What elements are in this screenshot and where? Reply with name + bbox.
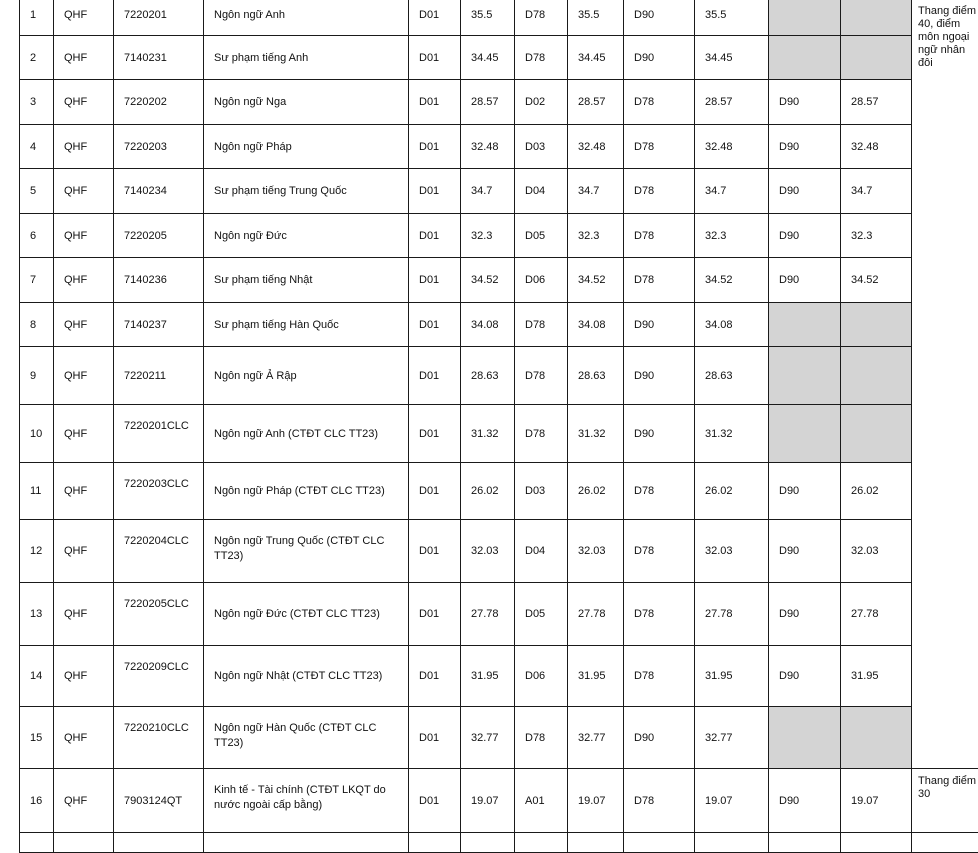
score-2-cell: 32.03	[568, 520, 624, 583]
table-row	[20, 303, 978, 347]
score-4-cell: 32.3	[841, 214, 912, 258]
stt-cell: 11	[20, 463, 54, 520]
major-name-text: Ngôn ngữ Hàn Quốc (CTĐT CLC TT23)	[214, 721, 402, 751]
combo-1-cell: D01	[409, 125, 461, 169]
major-code-text: 7140234	[124, 185, 203, 197]
combo-2-cell: D03	[515, 125, 568, 169]
major-name-text: Sư phạm tiếng Hàn Quốc	[214, 319, 408, 331]
major-code-text: 7140236	[124, 274, 203, 286]
school-code-cell: QHF	[54, 80, 114, 125]
stt-cell: 10	[20, 405, 54, 463]
school-code-cell: QHF	[54, 125, 114, 169]
major-code-text: 7140237	[124, 319, 203, 331]
score-2-cell: 27.78	[568, 583, 624, 646]
score-1-cell: 34.7	[461, 169, 515, 214]
combo-1-cell: D01	[409, 646, 461, 707]
combo-2-cell: D78	[515, 0, 568, 36]
score-1-cell: 34.52	[461, 258, 515, 303]
stt-cell: 15	[20, 707, 54, 769]
major-name-cell	[204, 769, 409, 833]
major-code-cell	[114, 646, 204, 707]
combo-1-cell: D01	[409, 347, 461, 405]
combo-1-cell: D01	[409, 0, 461, 36]
combo-3-cell: D78	[624, 125, 695, 169]
table-row	[20, 347, 978, 405]
score-1-cell: 32.03	[461, 520, 515, 583]
major-name-cell	[204, 303, 409, 347]
score-4-cell	[841, 405, 912, 463]
major-name-cell	[204, 125, 409, 169]
combo-2-cell: D78	[515, 405, 568, 463]
combo-3-cell: D90	[624, 303, 695, 347]
major-name-text: Ngôn ngữ Anh (CTĐT CLC TT23)	[214, 428, 408, 440]
combo-2-cell: D05	[515, 214, 568, 258]
score-3-cell: 34.08	[695, 303, 769, 347]
score-2-cell: 34.08	[568, 303, 624, 347]
combo-2-cell: D78	[515, 707, 568, 769]
score-2-cell: 19.07	[568, 769, 624, 833]
combo-1-cell: D01	[409, 463, 461, 520]
combo-3-cell: D78	[624, 583, 695, 646]
major-code-cell	[114, 583, 204, 646]
combo-3-cell: D78	[624, 214, 695, 258]
combo-4-cell: D90	[769, 769, 841, 833]
combo-4-cell: D90	[769, 258, 841, 303]
major-code-cell	[114, 463, 204, 520]
major-code-cell	[114, 707, 204, 769]
score-4-cell: 28.57	[841, 80, 912, 125]
combo-1-cell: D01	[409, 405, 461, 463]
score-2-cell: 34.52	[568, 258, 624, 303]
combo-4-cell	[769, 36, 841, 80]
score-3-cell: 32.77	[695, 707, 769, 769]
table-row	[20, 36, 978, 80]
major-code-text: 7220211	[124, 370, 203, 382]
major-name-cell	[204, 214, 409, 258]
major-code-cell	[114, 125, 204, 169]
score-2-cell: 28.63	[568, 347, 624, 405]
combo-2-cell: D04	[515, 520, 568, 583]
combo-4-cell	[769, 707, 841, 769]
score-3-cell: 28.57	[695, 80, 769, 125]
table-row	[20, 125, 978, 169]
combo-4-cell: D90	[769, 80, 841, 125]
major-name-cell	[204, 347, 409, 405]
major-code-text: 7140231	[124, 52, 203, 64]
major-name-cell	[204, 80, 409, 125]
score-3-cell: 28.63	[695, 347, 769, 405]
combo-1-cell: D01	[409, 80, 461, 125]
score-4-cell: 34.7	[841, 169, 912, 214]
table-row	[20, 583, 978, 646]
major-code-cell	[114, 36, 204, 80]
school-code-cell: QHF	[54, 405, 114, 463]
score-3-cell: 34.52	[695, 258, 769, 303]
combo-4-cell	[769, 303, 841, 347]
score-3-cell: 19.07	[695, 769, 769, 833]
stt-cell: 3	[20, 80, 54, 125]
combo-4-cell	[769, 0, 841, 36]
score-1-cell: 28.63	[461, 347, 515, 405]
stt-cell: 6	[20, 214, 54, 258]
score-4-cell	[841, 36, 912, 80]
school-code-cell: QHF	[54, 769, 114, 833]
combo-1-cell: D01	[409, 258, 461, 303]
major-code-text: 7220203	[124, 141, 203, 153]
combo-2-cell: D78	[515, 36, 568, 80]
combo-2-cell: D78	[515, 347, 568, 405]
school-code-cell: QHF	[54, 214, 114, 258]
major-name-text: Ngôn ngữ Anh	[214, 9, 408, 21]
score-1-cell: 31.95	[461, 646, 515, 707]
score-4-cell: 31.95	[841, 646, 912, 707]
stt-cell: 9	[20, 347, 54, 405]
score-3-cell: 34.45	[695, 36, 769, 80]
school-code-cell: QHF	[54, 36, 114, 80]
school-code-cell: QHF	[54, 347, 114, 405]
combo-2-cell: D06	[515, 646, 568, 707]
major-code-text: 7220201CLC	[124, 419, 195, 434]
major-name-cell	[204, 707, 409, 769]
score-3-cell: 32.03	[695, 520, 769, 583]
school-code-cell: QHF	[54, 169, 114, 214]
major-name-text: Ngôn ngữ Pháp (CTĐT CLC TT23)	[214, 485, 408, 497]
school-code-cell: QHF	[54, 303, 114, 347]
combo-2-cell: A01	[515, 769, 568, 833]
stt-cell: 16	[20, 769, 54, 833]
stt-cell: 13	[20, 583, 54, 646]
score-2-cell: 35.5	[568, 0, 624, 36]
score-4-cell: 19.07	[841, 769, 912, 833]
stt-cell: 7	[20, 258, 54, 303]
score-1-cell: 31.32	[461, 405, 515, 463]
combo-3-cell: D90	[624, 347, 695, 405]
admission-score-table	[19, 0, 978, 853]
major-code-cell	[114, 0, 204, 36]
major-name-cell	[204, 646, 409, 707]
school-code-cell: QHF	[54, 0, 114, 36]
score-4-cell: 26.02	[841, 463, 912, 520]
table-row	[20, 646, 978, 707]
major-code-text: 7220209CLC	[124, 660, 195, 675]
score-1-cell: 28.57	[461, 80, 515, 125]
table-row	[20, 214, 978, 258]
combo-3-cell: D78	[624, 646, 695, 707]
table-row	[20, 169, 978, 214]
combo-4-cell	[769, 405, 841, 463]
combo-3-cell: D78	[624, 463, 695, 520]
school-code-cell: QHF	[54, 258, 114, 303]
combo-3-cell: D78	[624, 769, 695, 833]
table-row	[20, 463, 978, 520]
combo-1-cell: D01	[409, 707, 461, 769]
score-4-cell	[841, 303, 912, 347]
major-code-text: 7220204CLC	[124, 534, 195, 549]
score-4-cell: 32.48	[841, 125, 912, 169]
stt-cell: 5	[20, 169, 54, 214]
score-3-cell: 31.32	[695, 405, 769, 463]
school-code-cell: QHF	[54, 707, 114, 769]
combo-4-cell: D90	[769, 646, 841, 707]
score-2-cell: 31.95	[568, 646, 624, 707]
table-row	[20, 0, 978, 36]
combo-4-cell: D90	[769, 169, 841, 214]
major-code-text: 7220201	[124, 9, 203, 21]
combo-1-cell: D01	[409, 36, 461, 80]
major-name-text: Ngôn ngữ Nhật (CTĐT CLC TT23)	[214, 670, 408, 682]
major-name-text: Sư phạm tiếng Nhật	[214, 274, 408, 286]
combo-3-cell: D78	[624, 520, 695, 583]
stt-cell: 14	[20, 646, 54, 707]
stt-cell: 1	[20, 0, 54, 36]
combo-1-cell: D01	[409, 303, 461, 347]
combo-1-cell: D01	[409, 214, 461, 258]
table-row	[20, 258, 978, 303]
combo-2-cell: D02	[515, 80, 568, 125]
score-2-cell: 34.7	[568, 169, 624, 214]
combo-3-cell: D78	[624, 258, 695, 303]
note-cell-scale-30: Thang điểm 30	[912, 769, 978, 833]
major-code-text: 7220202	[124, 96, 203, 108]
school-code-cell: QHF	[54, 463, 114, 520]
combo-4-cell	[769, 347, 841, 405]
major-code-cell	[114, 258, 204, 303]
major-name-text: Kinh tế - Tài chính (CTĐT LKQT do nước ngoài cấp bằng)	[214, 783, 402, 813]
combo-4-cell: D90	[769, 463, 841, 520]
combo-3-cell: D78	[624, 169, 695, 214]
score-1-cell: 32.48	[461, 125, 515, 169]
score-2-cell: 32.77	[568, 707, 624, 769]
major-name-text: Ngôn ngữ Nga	[214, 96, 408, 108]
table-row	[20, 707, 978, 769]
major-code-cell	[114, 80, 204, 125]
table-row	[20, 405, 978, 463]
score-2-cell: 32.48	[568, 125, 624, 169]
major-name-cell	[204, 463, 409, 520]
school-code-cell: QHF	[54, 646, 114, 707]
combo-4-cell: D90	[769, 214, 841, 258]
score-1-cell: 19.07	[461, 769, 515, 833]
score-3-cell: 32.48	[695, 125, 769, 169]
combo-2-cell: D05	[515, 583, 568, 646]
combo-3-cell: D90	[624, 36, 695, 80]
major-name-cell	[204, 0, 409, 36]
stt-cell: 8	[20, 303, 54, 347]
combo-1-cell: D01	[409, 583, 461, 646]
combo-3-cell: D78	[624, 80, 695, 125]
combo-1-cell: D01	[409, 520, 461, 583]
score-3-cell: 27.78	[695, 583, 769, 646]
table-row	[20, 769, 978, 833]
major-name-cell	[204, 36, 409, 80]
score-4-cell: 27.78	[841, 583, 912, 646]
major-name-text: Ngôn ngữ Trung Quốc (CTĐT CLC TT23)	[214, 534, 402, 564]
score-1-cell: 32.3	[461, 214, 515, 258]
score-1-cell: 35.5	[461, 0, 515, 36]
major-name-text: Sư phạm tiếng Trung Quốc	[214, 185, 408, 197]
score-3-cell: 31.95	[695, 646, 769, 707]
score-2-cell: 26.02	[568, 463, 624, 520]
score-1-cell: 34.08	[461, 303, 515, 347]
score-1-cell: 32.77	[461, 707, 515, 769]
combo-1-cell: D01	[409, 169, 461, 214]
major-name-text: Ngôn ngữ Ả Rập	[214, 370, 408, 382]
combo-4-cell: D90	[769, 583, 841, 646]
major-name-cell	[204, 169, 409, 214]
major-name-text: Ngôn ngữ Đức	[214, 230, 408, 242]
combo-2-cell: D06	[515, 258, 568, 303]
score-3-cell: 32.3	[695, 214, 769, 258]
score-4-cell	[841, 347, 912, 405]
score-1-cell: 34.45	[461, 36, 515, 80]
combo-2-cell: D03	[515, 463, 568, 520]
score-3-cell: 34.7	[695, 169, 769, 214]
major-code-text: 7220210CLC	[124, 721, 195, 736]
score-2-cell: 31.32	[568, 405, 624, 463]
major-name-text: Ngôn ngữ Đức (CTĐT CLC TT23)	[214, 608, 408, 620]
stt-cell: 2	[20, 36, 54, 80]
major-name-text: Ngôn ngữ Pháp	[214, 141, 408, 153]
major-code-cell	[114, 303, 204, 347]
major-name-text: Sư phạm tiếng Anh	[214, 52, 408, 64]
major-code-cell	[114, 169, 204, 214]
table-row	[20, 80, 978, 125]
major-code-text: 7220205	[124, 230, 203, 242]
score-3-cell: 35.5	[695, 0, 769, 36]
combo-4-cell: D90	[769, 125, 841, 169]
major-name-cell	[204, 405, 409, 463]
score-4-cell	[841, 707, 912, 769]
score-2-cell: 32.3	[568, 214, 624, 258]
combo-3-cell: D90	[624, 405, 695, 463]
score-4-cell: 34.52	[841, 258, 912, 303]
major-code-cell	[114, 347, 204, 405]
score-4-cell	[841, 0, 912, 36]
combo-2-cell: D04	[515, 169, 568, 214]
combo-3-cell: D90	[624, 707, 695, 769]
score-1-cell: 27.78	[461, 583, 515, 646]
stt-cell: 12	[20, 520, 54, 583]
major-code-text: 7220205CLC	[124, 597, 195, 612]
combo-1-cell: D01	[409, 769, 461, 833]
note-cell-scale-40: Thang điểm 40, điểm môn ngoại ngữ nhân đôi	[912, 0, 978, 769]
major-code-cell	[114, 520, 204, 583]
combo-3-cell: D90	[624, 0, 695, 36]
score-1-cell: 26.02	[461, 463, 515, 520]
score-3-cell: 26.02	[695, 463, 769, 520]
school-code-cell: QHF	[54, 520, 114, 583]
major-code-cell	[114, 405, 204, 463]
major-code-text: 7903124QT	[124, 795, 203, 807]
major-name-cell	[204, 520, 409, 583]
score-2-cell: 34.45	[568, 36, 624, 80]
major-code-cell	[114, 214, 204, 258]
score-2-cell: 28.57	[568, 80, 624, 125]
major-code-cell	[114, 769, 204, 833]
school-code-cell: QHF	[54, 583, 114, 646]
table-row	[20, 520, 978, 583]
score-4-cell: 32.03	[841, 520, 912, 583]
major-code-text: 7220203CLC	[124, 477, 195, 492]
major-name-cell	[204, 258, 409, 303]
combo-2-cell: D78	[515, 303, 568, 347]
stt-cell: 4	[20, 125, 54, 169]
major-name-cell	[204, 583, 409, 646]
combo-4-cell: D90	[769, 520, 841, 583]
